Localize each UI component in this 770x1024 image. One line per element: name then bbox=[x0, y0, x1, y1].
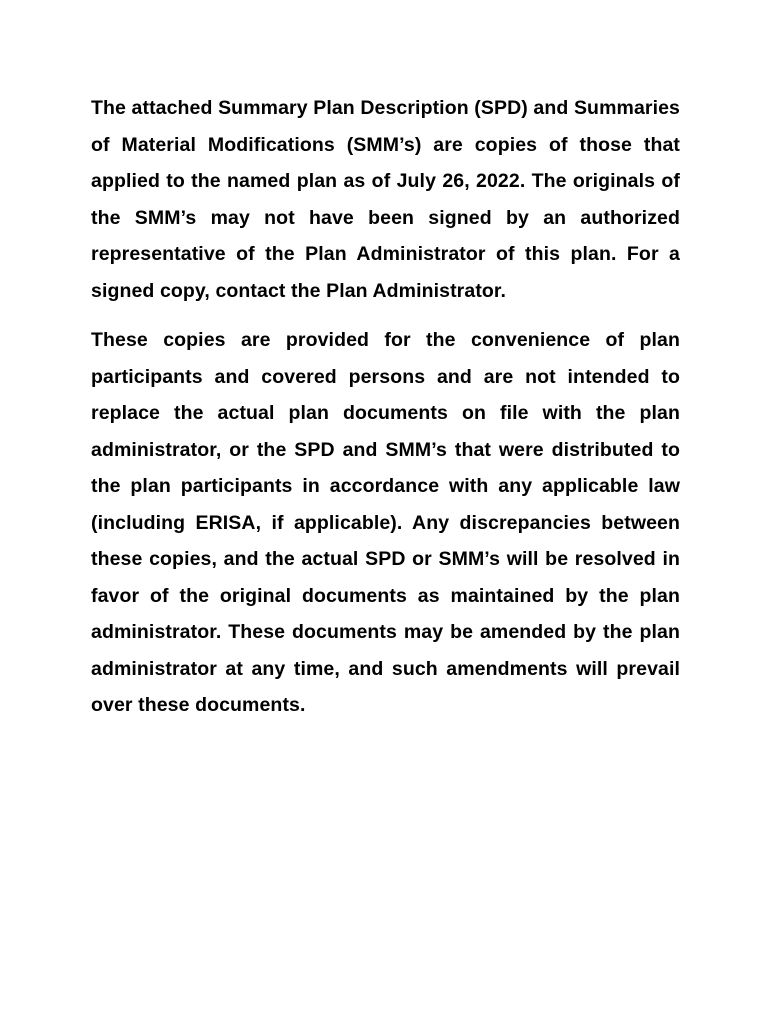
document-body bbox=[91, 90, 680, 724]
paragraph-plan-copies-notice: The attached Summary Plan Description (SPD) and Summaries of Material Modifications (SMM’s) are copies of those that applied to the named plan as of July 26, 2022. The originals of the SMM’s may not have been signed by an authorized representative of the Plan Administrator of this plan. For a signed copy, contact the Plan Administrator. bbox=[91, 97, 680, 302]
paragraph-convenience-disclaimer: These copies are provided for the convenience of plan participants and covered persons and are not intended to replace the actual plan documents on file with the plan administrator, or the SPD and SMM’s that were distributed to the plan participants in accordance with any applicable law (including ERISA, if applicable). Any discrepancies between these copies, and the actual SPD or SMM’s will be resolved in favor of the original documents as maintained by the plan administrator. These documents may be amended by the plan administrator at any time, and such amendments will prevail over these documents. bbox=[91, 329, 680, 716]
